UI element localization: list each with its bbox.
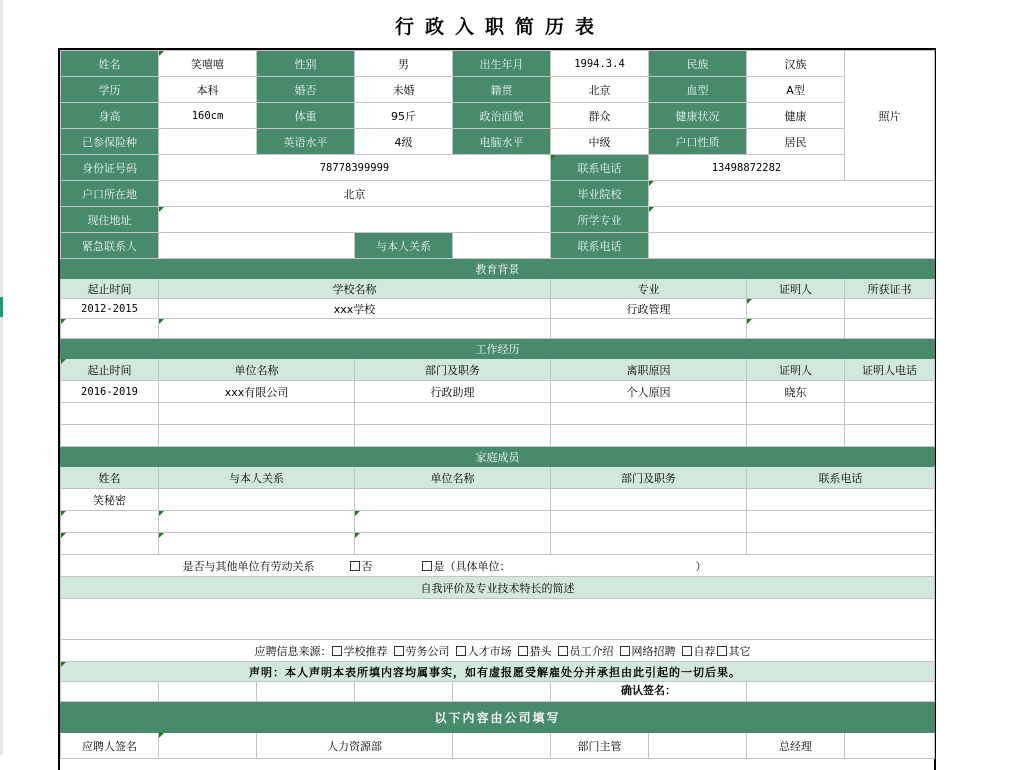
edu-major[interactable] [551, 319, 747, 339]
comment-indicator-icon [649, 207, 654, 212]
gm-label: 总经理 [747, 733, 845, 759]
computer-label: 电脑水平 [453, 129, 551, 155]
native-label: 籍贯 [453, 77, 551, 103]
signature-blank [453, 682, 551, 702]
family-phone[interactable] [747, 489, 935, 511]
source-option: 劳务公司 [405, 644, 450, 658]
work-header-company: 单位名称 [159, 359, 355, 381]
signature-blank [159, 682, 257, 702]
family-position[interactable] [551, 511, 747, 533]
address-field[interactable] [159, 207, 551, 233]
comment-indicator-icon [159, 511, 164, 516]
computer-field[interactable]: 中级 [551, 129, 649, 155]
self-eval-field[interactable] [61, 599, 935, 640]
emergency-phone-field[interactable] [649, 233, 935, 259]
hukou-location-label: 户口所在地 [61, 181, 159, 207]
labor-no-label: 否 [361, 559, 373, 573]
family-name[interactable] [61, 533, 159, 555]
edu-header-period: 起止时间 [61, 279, 159, 299]
work-reason[interactable] [551, 425, 747, 447]
checkbox-no[interactable] [350, 561, 360, 571]
comment-indicator-icon [649, 181, 654, 186]
relation-field[interactable] [453, 233, 551, 259]
work-period[interactable] [61, 425, 159, 447]
blood-label: 血型 [649, 77, 747, 103]
work-col-headers [61, 359, 935, 381]
family-relation[interactable] [159, 511, 355, 533]
work-position[interactable] [355, 425, 551, 447]
comment-indicator-icon [355, 511, 360, 516]
comment-indicator-icon [159, 533, 164, 538]
labor-yes-label: 是（具体单位： [433, 559, 511, 573]
family-header-relation: 与本人关系 [159, 467, 355, 489]
row-marker [0, 297, 3, 317]
health-label: 健康状况 [649, 103, 747, 129]
family-name[interactable] [61, 511, 159, 533]
political-label: 政治面貌 [453, 103, 551, 129]
self-eval-header-row [61, 577, 935, 599]
work-witness-phone[interactable] [845, 403, 935, 425]
checkbox-source-self[interactable] [682, 646, 692, 656]
source-option: 自荐 [693, 644, 716, 658]
insurance-field[interactable] [159, 129, 257, 155]
comment-indicator-icon [61, 662, 66, 667]
signature-row [61, 682, 935, 702]
name-label: 姓名 [61, 51, 159, 77]
table-row [61, 425, 935, 447]
gender-label: 性别 [257, 51, 355, 77]
checkbox-source-referral[interactable] [558, 646, 568, 656]
family-company[interactable] [355, 489, 551, 511]
comment-indicator-icon [61, 511, 66, 516]
resume-form [58, 48, 936, 770]
education-title: 教育背景 [61, 259, 935, 279]
edu-certificate[interactable] [845, 299, 935, 319]
table-row [61, 381, 935, 403]
signature-blank [355, 682, 453, 702]
work-witness-phone[interactable] [845, 425, 935, 447]
name-value: 笑嘻嘻 [191, 57, 224, 71]
work-company[interactable] [159, 425, 355, 447]
family-col-headers [61, 467, 935, 489]
school-label: 毕业院校 [551, 181, 649, 207]
family-name[interactable]: 笑秘密 [61, 489, 159, 511]
confirm-signature-label: 确认签名： [551, 682, 747, 702]
ethnicity-label: 民族 [649, 51, 747, 77]
hukou-location-field[interactable]: 北京 [159, 181, 551, 207]
hukou-type-label: 户口性质 [649, 129, 747, 155]
edu-header-major: 专业 [551, 279, 747, 299]
relation-label: 与本人关系 [355, 233, 453, 259]
labor-relation-cell [61, 555, 935, 577]
emergency-contact-field[interactable] [159, 233, 355, 259]
checkbox-source-headhunter[interactable] [518, 646, 528, 656]
left-gutter [0, 0, 3, 755]
declaration-row [61, 662, 935, 682]
basic-row-8 [61, 233, 935, 259]
work-period[interactable] [61, 403, 159, 425]
work-reason[interactable]: 个人原因 [551, 381, 747, 403]
work-header-position: 部门及职务 [355, 359, 551, 381]
edu-certificate[interactable] [845, 319, 935, 339]
work-witness[interactable]: 晓东 [747, 381, 845, 403]
family-title: 家庭成员 [61, 447, 935, 467]
phone-label-text: 联系电话 [577, 161, 622, 175]
school-field[interactable] [649, 181, 935, 207]
weight-field[interactable]: 95斤 [355, 103, 453, 129]
blood-field[interactable]: A型 [747, 77, 845, 103]
confirm-signature-field[interactable] [747, 682, 935, 702]
close-paren: ） [695, 559, 707, 573]
major-label: 所学专业 [551, 207, 649, 233]
work-position[interactable]: 行政助理 [355, 381, 551, 403]
table-row [61, 533, 935, 555]
family-company[interactable] [355, 511, 551, 533]
checkbox-source-other[interactable] [717, 646, 727, 656]
comment-indicator-icon [159, 733, 164, 738]
source-option: 猎头 [529, 644, 552, 658]
family-header-name: 姓名 [61, 467, 159, 489]
comment-indicator-icon [355, 533, 360, 538]
work-section-header [61, 339, 935, 359]
family-header-position: 部门及职务 [551, 467, 747, 489]
table-row [61, 319, 935, 339]
name-field[interactable] [159, 51, 257, 77]
comment-indicator-icon [61, 359, 66, 364]
hr-label: 人力资源部 [257, 733, 453, 759]
basic-row-2 [61, 77, 935, 103]
work-company[interactable]: xxx有限公司 [159, 381, 355, 403]
work-period[interactable]: 2016-2019 [61, 381, 159, 403]
edu-school[interactable] [159, 319, 551, 339]
work-witness[interactable] [747, 403, 845, 425]
edu-header-school: 学校名称 [159, 279, 551, 299]
family-header-company: 单位名称 [355, 467, 551, 489]
labor-relation-row [61, 555, 935, 577]
basic-row-6 [61, 181, 935, 207]
source-option: 人才市场 [467, 644, 512, 658]
table-row [61, 511, 935, 533]
basic-row-5 [61, 155, 935, 181]
table-row [61, 403, 935, 425]
photo-cell[interactable]: 照片 [845, 51, 935, 181]
checkbox-yes[interactable] [422, 561, 432, 571]
height-label: 身高 [61, 103, 159, 129]
work-position[interactable] [355, 403, 551, 425]
labor-relation-question: 是否与其他单位有劳动关系 [182, 559, 315, 573]
family-position[interactable] [551, 489, 747, 511]
gender-field[interactable]: 男 [355, 51, 453, 77]
native-field[interactable]: 北京 [551, 77, 649, 103]
weight-label: 体重 [257, 103, 355, 129]
work-witness-phone[interactable] [845, 381, 935, 403]
comment-indicator-icon [159, 51, 164, 56]
family-relation[interactable] [159, 489, 355, 511]
family-company[interactable] [355, 533, 551, 555]
declaration-text [61, 662, 935, 682]
comment-indicator-icon [61, 319, 66, 324]
english-field[interactable]: 4级 [355, 129, 453, 155]
source-option: 员工介绍 [569, 644, 614, 658]
id-field[interactable]: 78778399999 [159, 155, 551, 181]
work-header-reason: 离职原因 [551, 359, 747, 381]
health-field[interactable]: 健康 [747, 103, 845, 129]
checkbox-source-school[interactable] [332, 646, 342, 656]
source-label: 应聘信息来源： [254, 644, 332, 658]
basic-row-4 [61, 129, 935, 155]
edu-period[interactable]: 2012-2015 [61, 299, 159, 319]
ethnicity-field[interactable]: 汉族 [747, 51, 845, 77]
emergency-phone-label: 联系电话 [551, 233, 649, 259]
family-section-header [61, 447, 935, 467]
comment-indicator-icon [61, 533, 66, 538]
work-reason[interactable] [551, 403, 747, 425]
work-title: 工作经历 [61, 339, 935, 359]
political-field[interactable]: 群众 [551, 103, 649, 129]
family-relation[interactable] [159, 533, 355, 555]
edu-header-certificate: 所获证书 [845, 279, 935, 299]
hukou-type-field[interactable]: 居民 [747, 129, 845, 155]
address-label: 现住地址 [61, 207, 159, 233]
form-table [60, 50, 935, 759]
marital-field[interactable]: 未婚 [355, 77, 453, 103]
family-phone[interactable] [747, 533, 935, 555]
edu-school[interactable]: xxx学校 [159, 299, 551, 319]
signature-blank [61, 682, 159, 702]
comment-indicator-icon [551, 155, 556, 160]
work-header-witness-phone: 证明人电话 [845, 359, 935, 381]
table-row [61, 489, 935, 511]
signature-blank [257, 682, 355, 702]
company-section-title: 以下内容由公司填写 [61, 702, 935, 733]
birth-label: 出生年月 [453, 51, 551, 77]
applicant-signature-label: 应聘人签名 [61, 733, 159, 759]
education-field[interactable]: 本科 [159, 77, 257, 103]
education-col-headers [61, 279, 935, 299]
basic-row-1 [61, 51, 935, 77]
self-eval-title: 自我评价及专业技术特长的简述 [61, 577, 935, 599]
basic-row-7 [61, 207, 935, 233]
checkbox-source-agency[interactable] [394, 646, 404, 656]
family-position[interactable] [551, 533, 747, 555]
source-row [61, 640, 935, 662]
edu-witness[interactable] [747, 299, 845, 319]
source-cell [61, 640, 935, 662]
table-row [61, 299, 935, 319]
insurance-label: 已参保险种 [61, 129, 159, 155]
work-witness[interactable] [747, 425, 845, 447]
work-header-period-text: 起止时间 [87, 363, 132, 377]
company-section-header [61, 702, 935, 733]
source-option: 其它 [728, 644, 751, 658]
edu-major[interactable]: 行政管理 [551, 299, 747, 319]
family-header-phone: 联系电话 [747, 467, 935, 489]
source-option: 学校推荐 [343, 644, 388, 658]
dept-manager-label: 部门主管 [551, 733, 649, 759]
education-section-header [61, 259, 935, 279]
phone-field[interactable]: 13498872282 [649, 155, 845, 181]
basic-row-3 [61, 103, 935, 129]
edu-period[interactable] [61, 319, 159, 339]
height-field[interactable]: 160cm [159, 103, 257, 129]
major-field[interactable] [649, 207, 935, 233]
page-title: 行政入职简历表 [394, 16, 605, 38]
declaration-content: 声明：本人声明本表所填内容均属事实，如有虚报愿受解雇处分并承担由此引起的一切后果。 [249, 665, 741, 679]
comment-indicator-icon [747, 319, 752, 324]
checkbox-source-talent-market[interactable] [456, 646, 466, 656]
comment-indicator-icon [747, 299, 752, 304]
marital-label: 婚否 [257, 77, 355, 103]
comment-indicator-icon [159, 207, 164, 212]
family-phone[interactable] [747, 511, 935, 533]
edu-header-witness: 证明人 [747, 279, 845, 299]
work-header-witness: 证明人 [747, 359, 845, 381]
checkbox-source-online[interactable] [620, 646, 630, 656]
english-label: 英语水平 [257, 129, 355, 155]
edu-witness[interactable] [747, 319, 845, 339]
self-eval-content-row [61, 599, 935, 640]
birth-field[interactable]: 1994.3.4 [551, 51, 649, 77]
id-label: 身份证号码 [61, 155, 159, 181]
comment-indicator-icon [159, 319, 164, 324]
source-option: 网络招聘 [631, 644, 676, 658]
education-label: 学历 [61, 77, 159, 103]
work-header-period [61, 359, 159, 381]
work-company[interactable] [159, 403, 355, 425]
emergency-contact-label: 紧急联系人 [61, 233, 159, 259]
phone-label [551, 155, 649, 181]
